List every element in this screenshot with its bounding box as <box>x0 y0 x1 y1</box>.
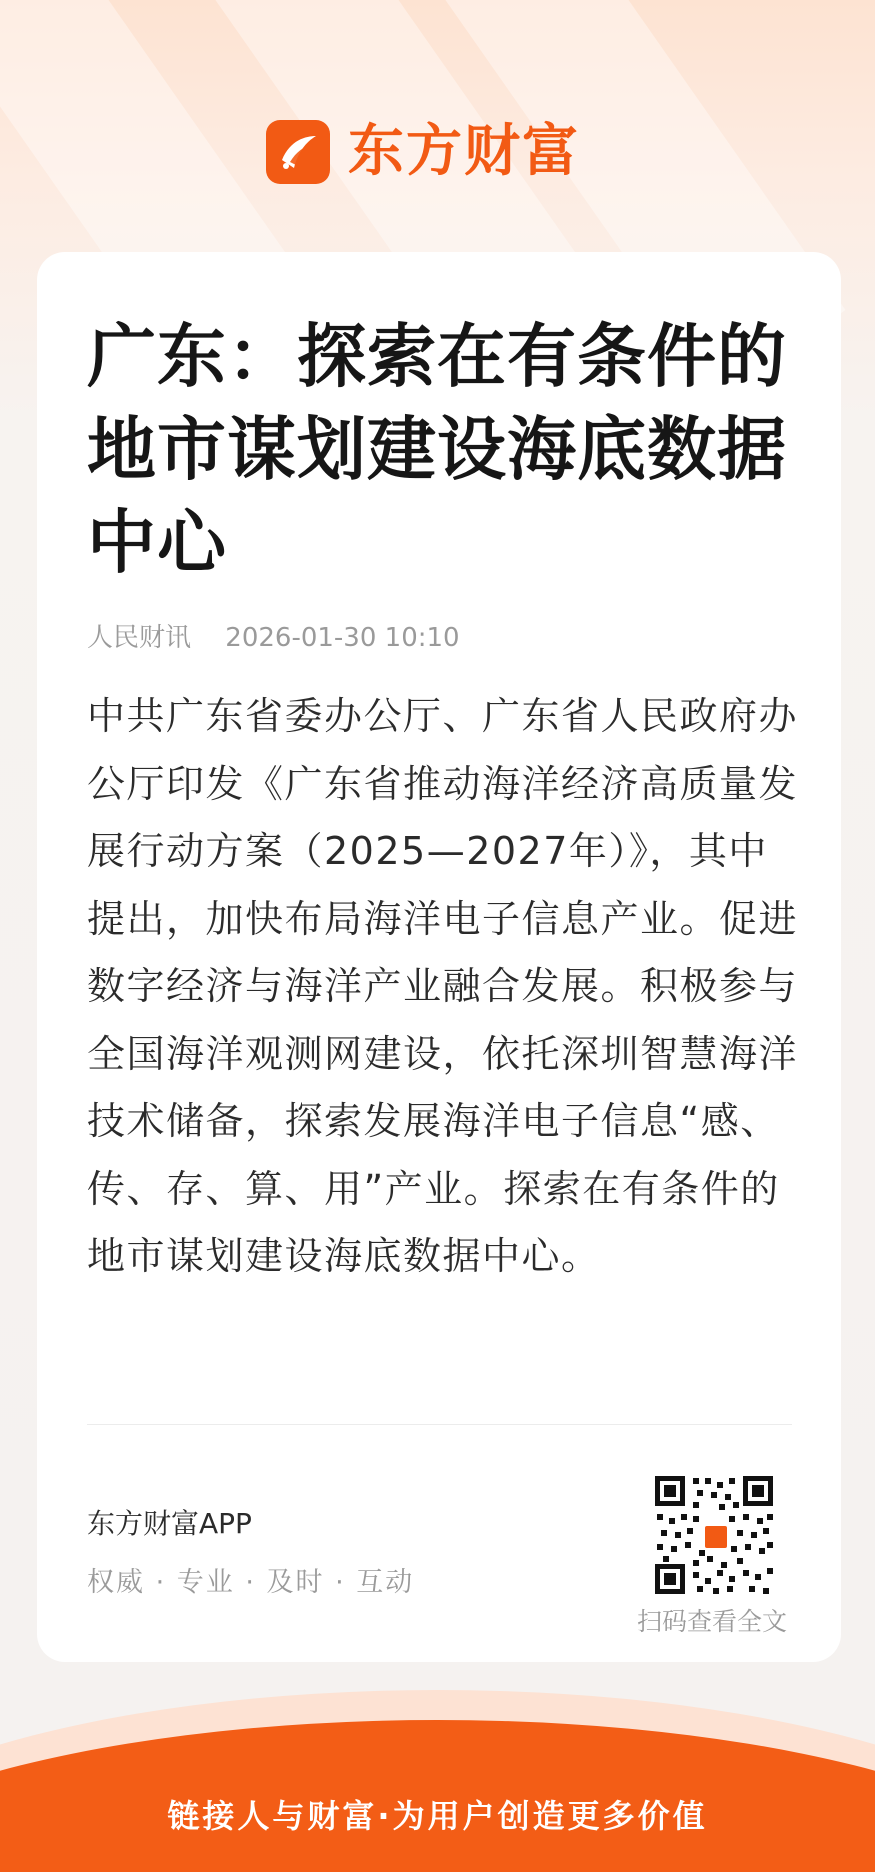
article-datetime: 2026-01-30 10:10 <box>225 623 460 653</box>
east-money-logo-icon <box>266 120 330 184</box>
article-body: 中共广东省委办公厅、广东省人民政府办公厅印发《广东省推动海洋经济高质量发展行动方案（2025—2027年）》，其中提出，加快布局海洋电子信息产业。促进数字经济与海洋产业融合发展。积极参与全国海洋观测网建设，依托深圳智慧海洋技术储备，探索发展海洋电子信息“感、传、存、算、用”产业。探索在有条件的地市谋划建设海底数据中心。 <box>87 694 799 1278</box>
qr-center-logo-icon <box>703 1524 729 1550</box>
qr-caption: 扫码查看全文 <box>637 1607 788 1636</box>
brand-logo <box>266 118 580 186</box>
article-title: 广东：探索在有条件的地市谋划建设海底数据中心 <box>87 316 787 583</box>
divider <box>87 1424 792 1425</box>
qr-code-icon[interactable] <box>653 1474 775 1596</box>
article-source: 人民财讯 <box>87 623 192 653</box>
article-card <box>37 252 841 1662</box>
app-slogan: 权威 · 专业 · 及时 · 互动 <box>87 1567 415 1598</box>
footer-tagline: 链接人与财富·为用户创造更多价值 <box>167 1797 708 1835</box>
article-meta <box>87 618 460 658</box>
brand-name: 东方财富 <box>348 119 580 184</box>
app-name: 东方财富APP <box>87 1507 252 1540</box>
footer-banner <box>0 1690 875 1872</box>
